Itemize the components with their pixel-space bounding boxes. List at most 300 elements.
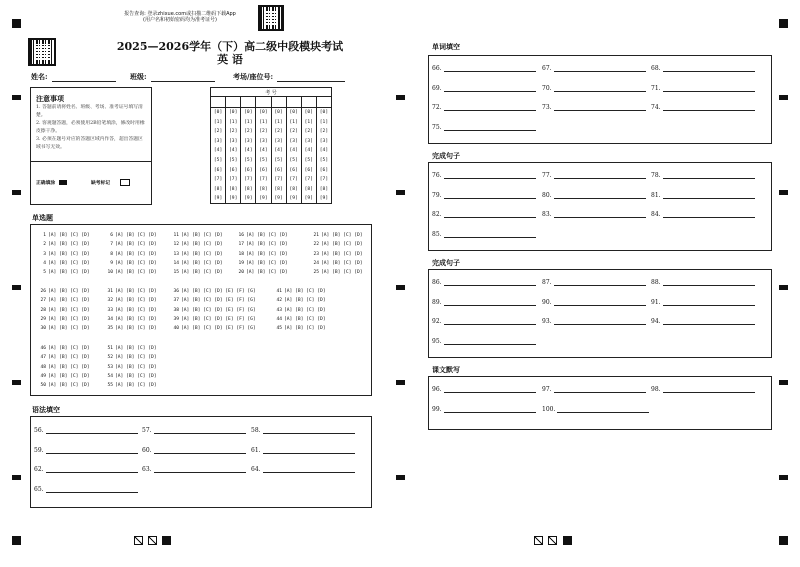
fill-blank-item[interactable] xyxy=(651,386,755,393)
mcq-question-row[interactable] xyxy=(171,289,256,294)
answer-line[interactable] xyxy=(46,486,138,493)
class-line[interactable] xyxy=(151,73,215,82)
fill-blank-item[interactable] xyxy=(542,104,646,111)
mcq-options[interactable]: [A] [B] [C] [D] xyxy=(115,289,157,294)
mcq-question-row[interactable] xyxy=(236,242,288,247)
fill-blank-item[interactable] xyxy=(142,466,246,473)
mcq-options[interactable]: [A] [B] [C] [D] xyxy=(48,326,90,332)
fill-blank-item[interactable] xyxy=(34,486,138,493)
fill-blank-item[interactable] xyxy=(432,279,536,286)
exam-id-bubble[interactable]: [2] xyxy=(274,129,283,135)
fill-blank-item[interactable] xyxy=(432,104,536,111)
exam-id-bubble[interactable]: [6] xyxy=(259,167,268,173)
mcq-options[interactable]: [A] [B] [C] [D] xyxy=(48,242,90,248)
grammar-answer-area[interactable] xyxy=(31,417,371,507)
mcq-question-row[interactable] xyxy=(105,261,157,266)
mcq-options[interactable]: [A] [B] [C] [D] xyxy=(246,251,288,257)
answer-line[interactable] xyxy=(444,65,536,72)
mcq-options[interactable]: [A] [B] [C] [D] xyxy=(48,316,90,322)
fill-blank-item[interactable] xyxy=(542,299,646,306)
exam-id-bubble[interactable]: [5] xyxy=(229,157,238,163)
exam-id-bubble[interactable]: [1] xyxy=(304,119,313,125)
missing-checkbox[interactable] xyxy=(120,179,130,186)
name-field[interactable] xyxy=(31,72,116,82)
mcq-options[interactable]: [A] [B] [C] [D] xyxy=(48,355,90,361)
exam-id-bubble[interactable]: [2] xyxy=(229,129,238,135)
exam-id-bubble[interactable]: [0] xyxy=(229,110,238,115)
exam-id-bubble[interactable]: [4] xyxy=(274,148,283,154)
mcq-question-row[interactable] xyxy=(105,289,157,294)
exam-id-bubble[interactable]: [5] xyxy=(244,157,253,163)
mcq-question-row[interactable] xyxy=(38,308,90,313)
mcq-options[interactable]: [A] [B] [C] [D] xyxy=(48,233,90,238)
exam-id-bubble[interactable]: [8] xyxy=(274,186,283,192)
mcq-question-row[interactable] xyxy=(38,252,90,257)
mcq-options[interactable]: [A] [B] [C] [D] xyxy=(115,260,157,266)
exam-id-bubble[interactable]: [4] xyxy=(289,148,298,154)
mcq-options[interactable]: [A] [B] [C] [D] xyxy=(321,260,363,266)
mcq-question-row[interactable] xyxy=(105,346,157,351)
exam-id-column[interactable] xyxy=(256,96,271,203)
answer-line[interactable] xyxy=(663,104,755,111)
fill-blank-item[interactable] xyxy=(34,427,138,434)
exam-id-bubble[interactable]: [8] xyxy=(259,186,268,192)
exam-id-column[interactable] xyxy=(226,96,241,203)
exam-id-bubble[interactable]: [4] xyxy=(213,148,223,154)
exam-id-column[interactable] xyxy=(317,96,331,203)
mcq-question-row[interactable] xyxy=(171,270,223,275)
mcq-question-row[interactable] xyxy=(105,365,157,370)
mcq-options[interactable]: [A] [B] [C] [D] xyxy=(321,233,363,238)
mcq-question-row[interactable] xyxy=(38,355,90,360)
mcq-options[interactable]: [A] [B] [C] [D] xyxy=(48,270,90,276)
answer-line[interactable] xyxy=(263,427,355,434)
fill-blank-item[interactable] xyxy=(651,318,755,325)
answer-line[interactable] xyxy=(554,172,646,179)
mcq-options[interactable]: [A] [B] [C] [D] xyxy=(48,298,90,304)
fill-blank-item[interactable] xyxy=(432,386,536,393)
mcq-question-row[interactable] xyxy=(105,326,157,331)
exam-id-column[interactable] xyxy=(287,96,302,203)
exam-id-bubble[interactable]: [7] xyxy=(259,177,268,183)
mcq-question-row[interactable] xyxy=(311,252,363,257)
exam-id-bubble[interactable]: [1] xyxy=(213,119,223,125)
sentences1-answer-area[interactable] xyxy=(429,163,771,250)
answer-line[interactable] xyxy=(554,279,646,286)
exam-id-bubble[interactable]: [3] xyxy=(274,138,283,144)
fill-blank-item[interactable] xyxy=(542,192,646,199)
answer-line[interactable] xyxy=(663,299,755,306)
exam-id-bubble[interactable]: [8] xyxy=(289,186,298,192)
exam-id-bubble[interactable]: [8] xyxy=(244,186,253,192)
mcq-options[interactable]: [A] [B] [C] [D] xyxy=(115,355,157,361)
fill-blank-item[interactable] xyxy=(432,231,536,238)
exam-id-bubble[interactable]: [3] xyxy=(304,138,313,144)
exam-id-bubble[interactable]: [2] xyxy=(259,129,268,135)
mcq-options[interactable]: [A] [B] [C] [D] xyxy=(284,307,326,313)
answer-line[interactable] xyxy=(444,338,536,345)
exam-id-bubble[interactable]: [5] xyxy=(289,157,298,163)
mcq-question-row[interactable] xyxy=(38,270,90,275)
mcq-question-row[interactable] xyxy=(38,317,90,322)
exam-id-bubble[interactable]: [9] xyxy=(244,196,253,202)
mcq-question-row[interactable] xyxy=(105,374,157,379)
fill-blank-item[interactable] xyxy=(651,104,755,111)
exam-id-bubble[interactable]: [3] xyxy=(259,138,268,144)
fill-blank-item[interactable] xyxy=(432,299,536,306)
mcq-options[interactable]: [A] [B] [C] [D] xyxy=(321,270,363,276)
exam-id-bubble[interactable]: [4] xyxy=(319,148,329,154)
exam-id-bubble[interactable]: [2] xyxy=(304,129,313,135)
mcq-question-row[interactable] xyxy=(38,374,90,379)
exam-id-bubble[interactable]: [6] xyxy=(213,167,223,173)
answer-line[interactable] xyxy=(554,386,646,393)
mcq-question-row[interactable] xyxy=(105,298,157,303)
exam-id-bubble[interactable]: [4] xyxy=(229,148,238,154)
answer-line[interactable] xyxy=(557,406,649,413)
mcq-options[interactable]: [A] [B] [C] [D] xyxy=(115,383,157,389)
mcq-answer-area[interactable] xyxy=(31,225,371,395)
mcq-options[interactable]: [A] [B] [C] [D] xyxy=(181,270,223,276)
mcq-question-row[interactable] xyxy=(105,270,157,275)
mcq-question-row[interactable] xyxy=(236,252,288,257)
exam-id-bubble[interactable]: [3] xyxy=(244,138,253,144)
answer-line[interactable] xyxy=(46,447,138,454)
exam-id-bubble[interactable]: [0] xyxy=(259,110,268,115)
fill-blank-item[interactable] xyxy=(251,466,355,473)
fill-blank-item[interactable] xyxy=(251,447,355,454)
mcq-question-row[interactable] xyxy=(38,289,90,294)
mcq-options[interactable]: [A] [B] [C] [D] xyxy=(115,346,157,351)
exam-id-bubble[interactable]: [7] xyxy=(229,177,238,183)
fill-blank-item[interactable] xyxy=(542,318,646,325)
seat-field[interactable] xyxy=(233,72,345,82)
mcq-options[interactable]: [A] [B] [C] [D] xyxy=(284,326,326,332)
mcq-question-row[interactable] xyxy=(38,242,90,247)
dictation-answer-area[interactable] xyxy=(429,377,771,429)
words-box[interactable] xyxy=(428,55,772,144)
fill-blank-item[interactable] xyxy=(542,172,646,179)
mcq-question-row[interactable] xyxy=(171,308,256,313)
mcq-options[interactable]: [A] [B] [C] [D] xyxy=(246,233,288,238)
sentences2-answer-area[interactable] xyxy=(429,270,771,357)
mcq-options[interactable]: [A] [B] [C] [D] [E] [F] [G] xyxy=(181,307,256,313)
exam-id-bubble[interactable]: [2] xyxy=(244,129,253,135)
exam-id-bubble[interactable]: [1] xyxy=(274,119,283,125)
mcq-options[interactable]: [A] [B] [C] [D] xyxy=(115,326,157,332)
answer-line[interactable] xyxy=(663,211,755,218)
mcq-options[interactable]: [A] [B] [C] [D] [E] [F] [G] xyxy=(181,289,256,294)
mcq-options[interactable]: [A] [B] [C] [D] xyxy=(181,260,223,266)
mcq-question-row[interactable] xyxy=(274,308,326,313)
mcq-options[interactable]: [A] [B] [C] [D] [E] [F] [G] xyxy=(181,298,256,304)
exam-id-bubble[interactable]: [7] xyxy=(213,177,223,183)
answer-line[interactable] xyxy=(154,447,246,454)
exam-id-bubble[interactable]: [5] xyxy=(213,157,223,163)
mcq-question-row[interactable] xyxy=(38,233,90,238)
exam-id-bubble[interactable]: [5] xyxy=(319,157,329,163)
exam-id-bubble[interactable]: [1] xyxy=(229,119,238,125)
exam-id-bubble[interactable]: [1] xyxy=(244,119,253,125)
answer-line[interactable] xyxy=(263,466,355,473)
answer-line[interactable] xyxy=(444,231,536,238)
exam-id-bubble[interactable]: [8] xyxy=(229,186,238,192)
answer-line[interactable] xyxy=(663,386,755,393)
exam-id-bubble[interactable]: [3] xyxy=(229,138,238,144)
sentences2-box[interactable] xyxy=(428,269,772,358)
exam-id-bubble[interactable]: [2] xyxy=(213,129,223,135)
mcq-options[interactable]: [A] [B] [C] [D] xyxy=(246,270,288,276)
answer-line[interactable] xyxy=(154,466,246,473)
exam-id-bubble[interactable]: [4] xyxy=(259,148,268,154)
exam-id-bubble[interactable]: [8] xyxy=(319,186,329,192)
exam-id-bubble[interactable]: [9] xyxy=(304,196,313,202)
class-field[interactable] xyxy=(130,72,215,82)
answer-line[interactable] xyxy=(46,427,138,434)
fill-blank-item[interactable] xyxy=(251,427,355,434)
mcq-question-row[interactable] xyxy=(38,298,90,303)
fill-blank-item[interactable] xyxy=(542,279,646,286)
mcq-question-row[interactable] xyxy=(105,355,157,360)
exam-id-bubble[interactable]: [1] xyxy=(319,119,329,125)
exam-id-bubble[interactable]: [3] xyxy=(319,138,329,144)
answer-line[interactable] xyxy=(444,406,536,413)
mcq-question-row[interactable] xyxy=(171,326,256,331)
mcq-question-row[interactable] xyxy=(38,326,90,331)
mcq-question-row[interactable] xyxy=(171,233,223,238)
fill-blank-item[interactable] xyxy=(432,124,536,131)
answer-line[interactable] xyxy=(444,192,536,199)
fill-blank-item[interactable] xyxy=(542,211,646,218)
mcq-options[interactable]: [A] [B] [C] [D] xyxy=(48,383,90,389)
exam-id-bubble[interactable]: [0] xyxy=(274,110,283,115)
answer-line[interactable] xyxy=(663,172,755,179)
exam-id-bubble[interactable]: [3] xyxy=(289,138,298,144)
mcq-options[interactable]: [A] [B] [C] [D] xyxy=(284,316,326,322)
sentences1-box[interactable] xyxy=(428,162,772,251)
fill-blank-item[interactable] xyxy=(651,279,755,286)
mcq-question-row[interactable] xyxy=(311,270,363,275)
fill-blank-item[interactable] xyxy=(651,192,755,199)
mcq-question-row[interactable] xyxy=(236,233,288,238)
mcq-question-row[interactable] xyxy=(105,242,157,247)
mcq-options[interactable]: [A] [B] [C] [D] [E] [F] [G] xyxy=(181,316,256,322)
mcq-question-row[interactable] xyxy=(105,233,157,238)
answer-line[interactable] xyxy=(554,65,646,72)
mcq-question-row[interactable] xyxy=(274,289,326,294)
exam-id-bubble[interactable]: [5] xyxy=(304,157,313,163)
exam-id-bubble[interactable]: [9] xyxy=(229,196,238,202)
fill-blank-item[interactable] xyxy=(432,338,536,345)
mcq-options[interactable]: [A] [B] [C] [D] xyxy=(48,373,90,379)
mcq-options[interactable]: [A] [B] [C] [D] xyxy=(321,251,363,257)
mcq-options[interactable]: [A] [B] [C] [D] xyxy=(284,289,326,294)
answer-line[interactable] xyxy=(663,192,755,199)
fill-blank-item[interactable] xyxy=(651,85,755,92)
answer-line[interactable] xyxy=(663,65,755,72)
seat-line[interactable] xyxy=(277,73,345,82)
answer-line[interactable] xyxy=(444,386,536,393)
exam-id-column[interactable] xyxy=(302,96,317,203)
mcq-question-row[interactable] xyxy=(274,298,326,303)
fill-blank-item[interactable] xyxy=(651,211,755,218)
exam-id-bubble[interactable]: [7] xyxy=(304,177,313,183)
answer-line[interactable] xyxy=(263,447,355,454)
exam-id-bubble[interactable]: [2] xyxy=(289,129,298,135)
exam-id-bubble[interactable]: [1] xyxy=(259,119,268,125)
mcq-options[interactable]: [A] [B] [C] [D] xyxy=(48,364,90,370)
fill-blank-item[interactable] xyxy=(432,211,536,218)
exam-id-bubble[interactable]: [9] xyxy=(289,196,298,202)
exam-id-bubble[interactable]: [8] xyxy=(213,186,223,192)
exam-id-bubble[interactable]: [9] xyxy=(274,196,283,202)
mcq-options[interactable]: [A] [B] [C] [D] xyxy=(321,242,363,248)
mcq-question-row[interactable] xyxy=(274,326,326,331)
mcq-options[interactable]: [A] [B] [C] [D] xyxy=(115,373,157,379)
mcq-options[interactable]: [A] [B] [C] [D] xyxy=(181,251,223,257)
mcq-question-row[interactable] xyxy=(236,261,288,266)
words-answer-area[interactable] xyxy=(429,56,771,143)
answer-line[interactable] xyxy=(444,104,536,111)
exam-id-bubble[interactable]: [6] xyxy=(274,167,283,173)
fill-blank-item[interactable] xyxy=(142,447,246,454)
mcq-question-row[interactable] xyxy=(38,261,90,266)
mcq-options[interactable]: [A] [B] [C] [D] xyxy=(115,316,157,322)
mcq-question-row[interactable] xyxy=(171,252,223,257)
mcq-options[interactable]: [A] [B] [C] [D] xyxy=(115,251,157,257)
mcq-question-row[interactable] xyxy=(171,242,223,247)
exam-id-bubble[interactable]: [7] xyxy=(274,177,283,183)
mcq-options[interactable]: [A] [B] [C] [D] xyxy=(284,298,326,304)
mcq-options[interactable]: [A] [B] [C] [D] [E] [F] [G] xyxy=(181,326,256,332)
exam-id-bubble[interactable]: [9] xyxy=(213,196,223,202)
answer-line[interactable] xyxy=(554,211,646,218)
answer-line[interactable] xyxy=(663,279,755,286)
mcq-question-row[interactable] xyxy=(105,252,157,257)
mcq-options[interactable]: [A] [B] [C] [D] xyxy=(115,298,157,304)
mcq-question-row[interactable] xyxy=(105,317,157,322)
exam-id-column[interactable] xyxy=(241,96,256,203)
answer-line[interactable] xyxy=(554,104,646,111)
exam-id-bubble[interactable]: [3] xyxy=(213,138,223,144)
fill-blank-item[interactable] xyxy=(542,85,646,92)
answer-line[interactable] xyxy=(444,318,536,325)
fill-blank-item[interactable] xyxy=(542,386,646,393)
answer-line[interactable] xyxy=(663,85,755,92)
fill-blank-item[interactable] xyxy=(651,65,755,72)
fill-blank-item[interactable] xyxy=(651,299,755,306)
exam-id-columns[interactable] xyxy=(211,96,331,203)
mcq-question-row[interactable] xyxy=(171,261,223,266)
answer-line[interactable] xyxy=(554,192,646,199)
exam-id-bubble[interactable]: [7] xyxy=(244,177,253,183)
grammar-box[interactable] xyxy=(30,416,372,508)
mcq-question-row[interactable] xyxy=(274,317,326,322)
answer-line[interactable] xyxy=(554,318,646,325)
fill-blank-item[interactable] xyxy=(34,447,138,454)
mcq-options[interactable]: [A] [B] [C] [D] xyxy=(48,289,90,294)
exam-id-bubble[interactable]: [6] xyxy=(304,167,313,173)
exam-id-bubble[interactable]: [1] xyxy=(289,119,298,125)
exam-id-bubble[interactable]: [0] xyxy=(244,110,253,115)
mcq-options[interactable]: [A] [B] [C] [D] xyxy=(48,251,90,257)
mcq-question-row[interactable] xyxy=(311,261,363,266)
exam-id-column[interactable] xyxy=(211,96,226,203)
mcq-options[interactable]: [A] [B] [C] [D] xyxy=(48,307,90,313)
answer-line[interactable] xyxy=(444,85,536,92)
answer-line[interactable] xyxy=(444,211,536,218)
mcq-question-row[interactable] xyxy=(38,346,90,351)
exam-id-column[interactable] xyxy=(272,96,287,203)
exam-id-bubble[interactable]: [6] xyxy=(244,167,253,173)
exam-id-bubble[interactable]: [0] xyxy=(289,110,298,115)
mcq-options[interactable]: [A] [B] [C] [D] xyxy=(246,260,288,266)
exam-id-bubble[interactable]: [8] xyxy=(304,186,313,192)
mcq-question-row[interactable] xyxy=(311,233,363,238)
mcq-options[interactable]: [A] [B] [C] [D] xyxy=(48,346,90,351)
exam-id-bubble[interactable]: [7] xyxy=(289,177,298,183)
exam-id-bubble[interactable]: [5] xyxy=(259,157,268,163)
exam-id-bubble[interactable]: [0] xyxy=(213,110,223,115)
mcq-question-row[interactable] xyxy=(38,365,90,370)
exam-id-bubble[interactable]: [7] xyxy=(319,177,329,183)
answer-line[interactable] xyxy=(46,466,138,473)
mcq-question-row[interactable] xyxy=(311,242,363,247)
mcq-question-row[interactable] xyxy=(105,308,157,313)
answer-line[interactable] xyxy=(154,427,246,434)
fill-blank-item[interactable] xyxy=(432,318,536,325)
answer-line[interactable] xyxy=(554,299,646,306)
mcq-question-row[interactable] xyxy=(105,383,157,388)
fill-blank-item[interactable] xyxy=(432,192,536,199)
mcq-question-row[interactable] xyxy=(236,270,288,275)
mcq-question-row[interactable] xyxy=(171,298,256,303)
exam-id-grid[interactable] xyxy=(210,87,332,204)
answer-line[interactable] xyxy=(444,124,536,131)
mcq-options[interactable]: [A] [B] [C] [D] xyxy=(246,242,288,248)
exam-id-bubble[interactable]: [0] xyxy=(304,110,313,115)
mcq-question-row[interactable] xyxy=(171,317,256,322)
exam-id-bubble[interactable]: [0] xyxy=(319,110,329,115)
exam-id-bubble[interactable]: [9] xyxy=(259,196,268,202)
mcq-options[interactable]: [A] [B] [C] [D] xyxy=(115,307,157,313)
mcq-options[interactable]: [A] [B] [C] [D] xyxy=(115,270,157,276)
fill-blank-item[interactable] xyxy=(34,466,138,473)
mcq-options[interactable]: [A] [B] [C] [D] xyxy=(115,364,157,370)
exam-id-bubble[interactable]: [4] xyxy=(304,148,313,154)
fill-blank-item[interactable] xyxy=(432,65,536,72)
mcq-options[interactable]: [A] [B] [C] [D] xyxy=(181,242,223,248)
answer-line[interactable] xyxy=(554,85,646,92)
mcq-box[interactable] xyxy=(30,224,372,396)
mcq-options[interactable]: [A] [B] [C] [D] xyxy=(115,242,157,248)
mcq-options[interactable]: [A] [B] [C] [D] xyxy=(181,233,223,238)
name-line[interactable] xyxy=(52,73,116,82)
fill-blank-item[interactable] xyxy=(142,427,246,434)
fill-blank-item[interactable] xyxy=(542,406,649,413)
fill-blank-item[interactable] xyxy=(432,406,536,413)
mcq-question-row[interactable] xyxy=(38,383,90,388)
exam-id-bubble[interactable]: [5] xyxy=(274,157,283,163)
answer-line[interactable] xyxy=(444,299,536,306)
exam-id-bubble[interactable]: [4] xyxy=(244,148,253,154)
mcq-options[interactable]: [A] [B] [C] [D] xyxy=(115,233,157,238)
exam-id-bubble[interactable]: [6] xyxy=(319,167,329,173)
fill-blank-item[interactable] xyxy=(651,172,755,179)
exam-id-bubble[interactable]: [2] xyxy=(319,129,329,135)
fill-blank-item[interactable] xyxy=(432,172,536,179)
fill-blank-item[interactable] xyxy=(542,65,646,72)
